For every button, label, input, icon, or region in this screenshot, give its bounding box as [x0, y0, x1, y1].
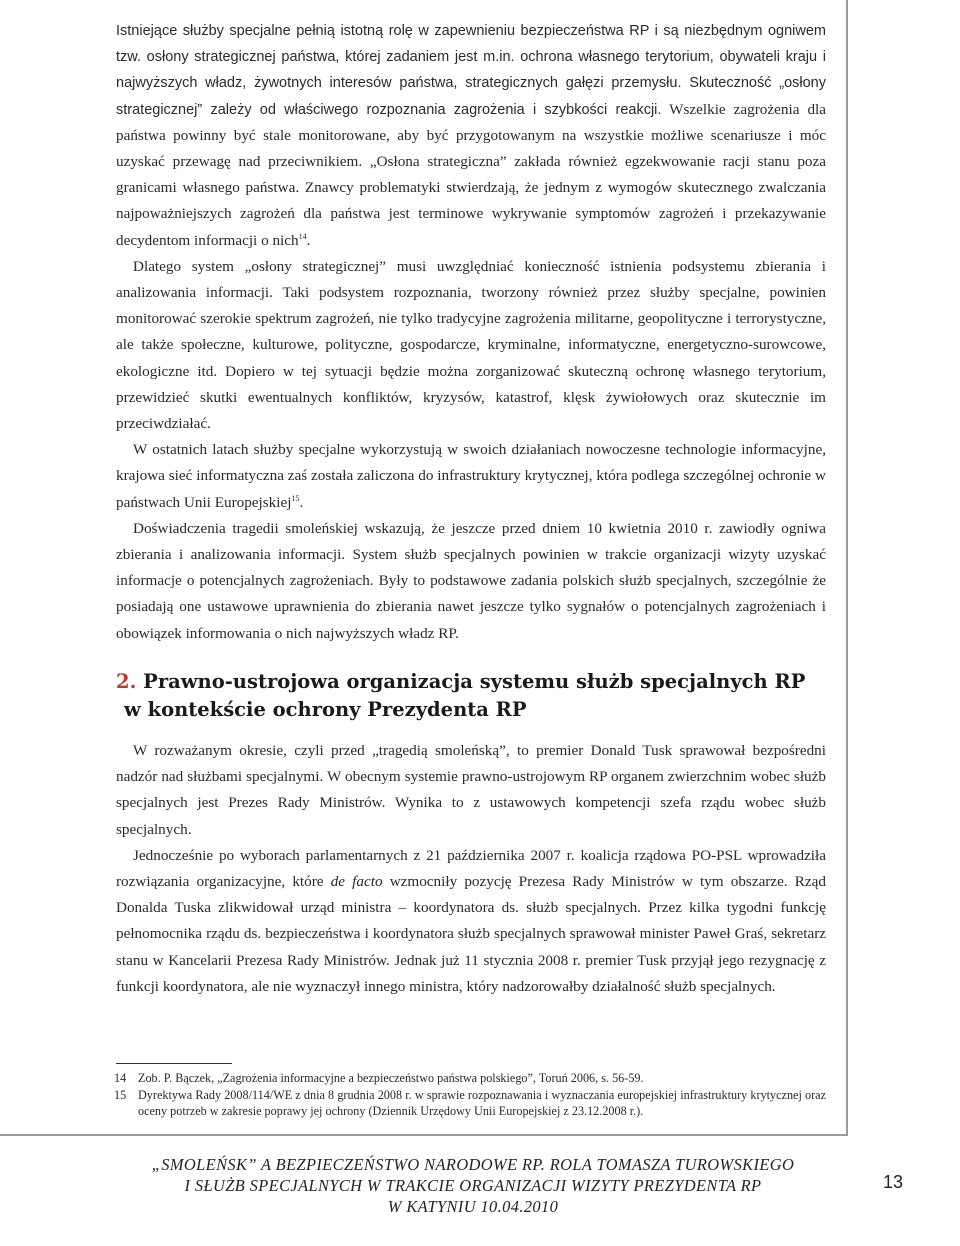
running-footer — [108, 1154, 838, 1217]
paragraph-1-serif-part: Wszelkie zagrożenia dla państwa powinny być stale monitorowane, aby być przygotowanym na wszystkie możliwe scenariusze i móc uzyskać przewagę nad przeciwnikiem. „Osłona strategiczna” zakłada również egzekwowanie racji stanu poza granicami własnego państwa. Znawcy problematyki stwierdzają, że jednym z wymogów skutecznego zwalczania najpoważniejszych zagrożeń dla państwa jest terminowe wykrywanie symptomów zagrożeń i przekazywanie decydentom informacji o nich — [116, 100, 826, 249]
section-paragraph-2-a: Jednocześnie po wyborach parlamentarnych z 21 października 2007 r. koalicja rządowa PO-PSL wprowadziła rozwiązania organizacyjne, które — [116, 846, 826, 891]
section-paragraph-2-italic: de facto — [330, 873, 383, 891]
footer-line-2: I SŁUŻB SPECJALNYCH W TRAKCIE ORGANIZACJI WIZYTY PREZYDENTA RP — [184, 1176, 762, 1195]
footnote-number: 15 — [114, 1087, 127, 1102]
paragraph-2: Dlatego system „osłony strategicznej” musi uwzględniać konieczność istnienia podsystemu zbierania i analizowania informacji. Taki podsystem rozpoznania, tworzony również przez służby specjalne, powinien monitorować szerokie spektrum zagrożeń, nie tylko tradycyjne zagrożenia militarne, geopolityczne i terrorystyczne, ale także społeczne, kulturowe, polityczne, gospodarcze, kryminalne, informatyczne, energetyczno-surowcowe, ekologiczne itd. Dopiero w tej sytuacji będzie można zorganizować skuteczną ochronę własnego terytorium, przewidzieć skutki ewentualnych konfliktów, kryzysów, katastrof, klęsk żywiołowych oraz skutecznie im przeciwdziałać. — [116, 257, 826, 433]
page-number: 13 — [882, 1172, 904, 1192]
page-frame-bottom — [0, 1134, 848, 1136]
section-paragraph-2-b: wzmocniły pozycję Prezesa Rady Ministrów w tym obszarze. Rząd Donalda Tuska zlikwidował urząd ministra – koordynatora ds. służb specjalnych. Przez kilka tygodni funkcję pełnomocnika rządu ds. bezpieczeństwa i koordynatora służb specjalnych sprawował minister Paweł Graś, sekretarz stanu w Kancelarii Prezesa Rady Ministrów. Jednak już 11 stycznia 2008 r. premier Tusk przyjął jego rezygnację z funkcji koordynatora, ale nie wyznaczył innego ministra, który nadzorowałby działalność służb specjalnych. — [116, 873, 826, 995]
body-text-top — [116, 18, 826, 647]
paragraph-4: Doświadczenia tragedii smoleńskiej wskazują, że jeszcze przed dniem 10 kwietnia 2010 r. zawiodły ogniwa zbierania i analizowania informacji. System służb specjalnych powinien w trakcie organizacji wizyty uzyskać informacje o potencjalnych zagrożeniach. Były to podstawowe zadania polskich służb specjalnych, szczególnie że posiadają one ustawowe uprawnienia do zbierania nawet jeszcze tylko sygnałów o potencjalnych zagrożeniach i obowiązek informowania o nich najwyższych władz RP. — [116, 519, 826, 642]
footnote-ref-15[interactable]: 15 — [291, 493, 300, 503]
footer-line-3: W KATYNIU 10.04.2010 — [387, 1197, 559, 1216]
footnote-14 — [114, 1070, 826, 1087]
paragraph-1-end: . — [306, 231, 311, 249]
section-number: 2. — [116, 670, 137, 693]
paragraph-1 — [116, 18, 826, 254]
paragraph-3 — [116, 437, 826, 516]
body-text-section-2 — [116, 738, 826, 1000]
footnote-divider — [116, 1063, 232, 1064]
section-title-line2: w kontekście ochrony Prezydenta RP — [124, 698, 527, 721]
footer-line-1: „SMOLEŃSK” A BEZPIECZEŃSTWO NARODOWE RP. ROLA TOMASZA TUROWSKIEGO — [151, 1155, 795, 1174]
footnote-15 — [114, 1087, 826, 1120]
section-paragraph-1: W rozważanym okresie, czyli przed „tragedią smoleńską”, to premier Donald Tusk sprawował bezpośredni nadzór nad służbami specjalnymi. W obecnym systemie prawno-ustrojowym RP organem zwierzchnim wobec służb specjalnych jest Prezes Rady Ministrów. Wynika to z ustawowych kompetencji szefa rządu wobec służb specjalnych. — [116, 742, 826, 838]
footnote-text: Zob. P. Bączek, „Zagrożenia informacyjne a bezpieczeństwo państwa polskiego”, Toruń 2006, s. 56-59. — [138, 1071, 644, 1085]
footnote-ref-14[interactable]: 14 — [298, 231, 307, 241]
paragraph-3-end: . — [299, 493, 304, 511]
footnote-number: 14 — [114, 1071, 127, 1085]
footnotes — [114, 1070, 826, 1120]
section-heading — [116, 668, 826, 724]
section-paragraph-2 — [116, 843, 826, 1000]
paragraph-3-text: W ostatnich latach służby specjalne wykorzystują w swoich działaniach nowoczesne technologie informacyjne, krajowa sieć informatyczna zaś została zaliczona do infrastruktury krytycznej, która podlega szczególnej ochronie w państwach Unii Europejskiej — [116, 441, 826, 511]
page-frame-right — [846, 0, 848, 1136]
footnote-text: Dyrektywa Rady 2008/114/WE z dnia 8 grudnia 2008 r. w sprawie rozpoznawania i wyznaczania europejskiej infrastruktury krytycznej oraz oceny potrzeb w zakresie poprawy jej ochrony (Dziennik Urzędowy Unii Europejskiej z 23.12.2008 r.). — [138, 1087, 826, 1118]
section-title-line1: Prawno-ustrojowa organizacja systemu służb specjalnych RP — [143, 670, 806, 693]
paragraph-1-sans-part: Istniejące służby specjalne pełnią istotną rolę w zapewnieniu bezpieczeństwa RP i są niezbędnym ogniwem tzw. osłony strategicznej państwa, której zadaniem jest m.in. ochrona własnego terytorium, obywateli kraju i najwyższych władz, żywotnych interesów państwa, strategicznych gałęzi przemysłu. Skuteczność „osłony strategicznej” zależy od właściwego rozpoznania zagrożenia i szybkości reakcji. — [116, 23, 826, 118]
